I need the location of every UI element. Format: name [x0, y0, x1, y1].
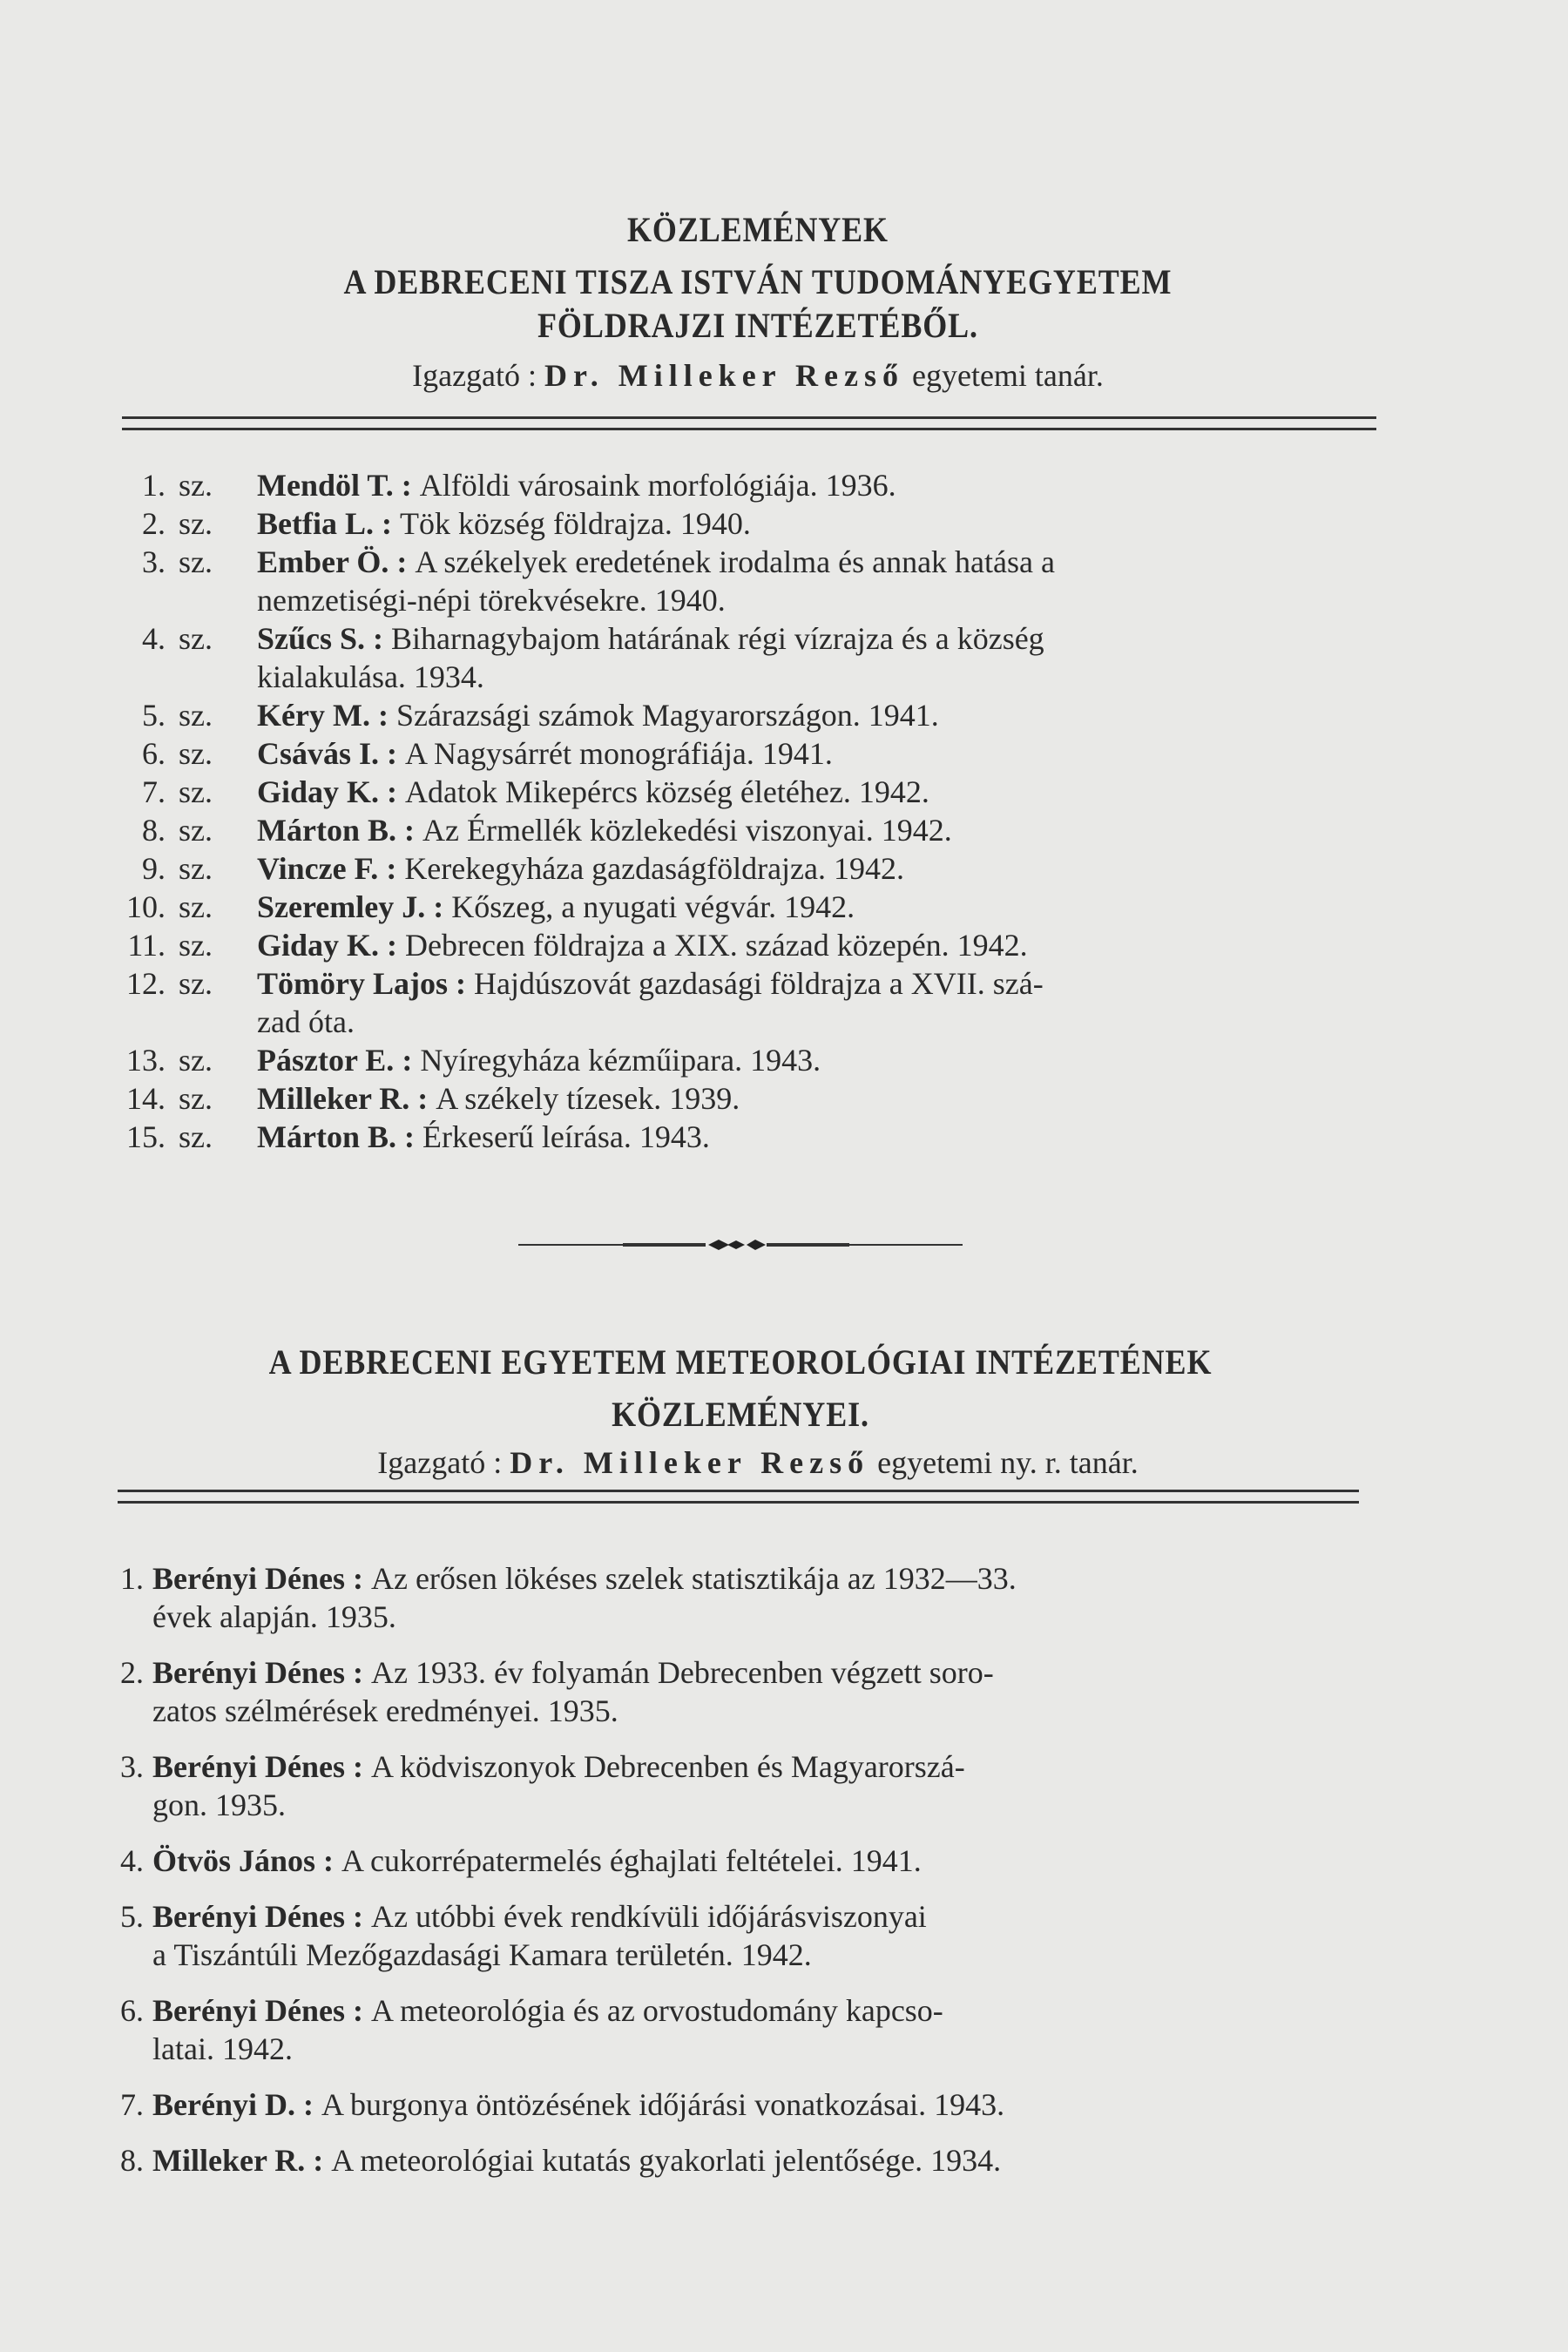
list-item: 3. sz. Ember Ö. : A székelyek eredetének irodalma és annak hatása a nemzetiségi-népi törekvésekre. 1940.	[96, 543, 1385, 619]
item-number: 3.	[142, 544, 166, 579]
item-title: A cukorrépatermelés éghajlati feltételei. 1941.	[341, 1843, 922, 1878]
item-title-continued: gon. 1935.	[152, 1788, 286, 1822]
item-title: A meteorológiai kutatás gyakorlati jelentősége. 1934.	[331, 2143, 1002, 2178]
list-item: 1. sz. Mendöl T. : Alföldi városaink morfológiája. 1936.	[96, 466, 1385, 504]
item-title: Tök község földrajza. 1940.	[399, 506, 751, 541]
item-sz: sz.	[179, 966, 213, 1001]
item-number: 5.	[142, 698, 166, 733]
list-item: 4. Ötvös János : A cukorrépatermelés éghajlati feltételei. 1941.	[96, 1842, 1359, 1880]
item-author: Márton B.	[257, 813, 396, 848]
list-item: 7. Berényi D. : A burgonya öntözésének időjárási vonatkozásai. 1943.	[96, 2085, 1359, 2124]
item-title: A ködviszonyok Debrecenben és Magyarorszá-	[370, 1749, 965, 1784]
item-author: Berényi Dénes	[152, 1561, 345, 1596]
item-title: A székelyek eredetének irodalma és annak hatása a	[415, 544, 1055, 579]
item-sz: sz.	[179, 813, 213, 848]
section2-publication-list	[96, 1559, 1359, 2197]
section1-heading-line3: FÖLDRAJZI INTÉZETÉBŐL.	[537, 306, 978, 345]
director-suffix: egyetemi ny. r. tanár.	[877, 1445, 1139, 1480]
item-author: Milleker R.	[257, 1081, 410, 1116]
item-title: Kőszeg, a nyugati végvár. 1942.	[451, 889, 855, 924]
list-item: 5. sz. Kéry M. : Szárazsági számok Magyarországon. 1941.	[96, 696, 1385, 734]
item-author: Szűcs S.	[257, 621, 366, 656]
item-number: 2.	[120, 1655, 144, 1690]
item-number: 12.	[126, 966, 166, 1001]
item-sz: sz.	[179, 774, 213, 809]
item-title: Az Érmellék közlekedési viszonyai. 1942.	[422, 813, 952, 848]
item-number: 7.	[120, 2087, 144, 2122]
item-title: Debrecen földrajza a XIX. század közepén. 1942.	[405, 928, 1028, 963]
item-title: Adatok Mikepércs község életéhez. 1942.	[405, 774, 929, 809]
item-number: 4.	[142, 621, 166, 656]
director-name: Dr. Milleker Rezső	[544, 358, 904, 393]
item-title: Az erősen lökéses szelek statisztikája az 1932—33.	[370, 1561, 1017, 1596]
item-sz: sz.	[179, 1081, 213, 1116]
item-number: 15.	[126, 1119, 166, 1154]
item-number: 2.	[142, 506, 166, 541]
item-author: Berényi Dénes	[152, 1749, 345, 1784]
list-item: 12. sz. Tömöry Lajos : Hajdúszovát gazdasági földrajza a XVII. szá- zad óta.	[96, 964, 1385, 1041]
item-title: A meteorológia és az orvostudomány kapcso-	[370, 1993, 943, 2028]
item-sz: sz.	[179, 1119, 213, 1154]
list-item: 3. Berényi Dénes : A ködviszonyok Debrecenben és Magyarorszá- gon. 1935.	[96, 1747, 1359, 1824]
list-item: 7. sz. Giday K. : Adatok Mikepércs község életéhez. 1942.	[96, 773, 1385, 811]
item-title: Az 1933. év folyamán Debrecenben végzett soro-	[370, 1655, 994, 1690]
item-sz: sz.	[179, 468, 213, 503]
item-author: Milleker R.	[152, 2143, 306, 2178]
item-title: A Nagysárrét monográfiája. 1941.	[405, 736, 833, 771]
item-author: Giday K.	[257, 928, 380, 963]
item-author: Vincze F.	[257, 851, 379, 886]
item-sz: sz.	[179, 736, 213, 771]
list-item: 9. sz. Vincze F. : Kerekegyháza gazdaságföldrajza. 1942.	[96, 849, 1385, 888]
list-item: 10. sz. Szeremley J. : Kőszeg, a nyugati végvár. 1942.	[96, 888, 1385, 926]
item-sz: sz.	[179, 621, 213, 656]
item-title-continued: évek alapján. 1935.	[152, 1599, 396, 1634]
item-author: Tömöry Lajos	[257, 966, 448, 1001]
list-item: 4. sz. Szűcs S. : Biharnagybajom határának régi vízrajza és a község kialakulása. 1934.	[96, 619, 1385, 696]
item-author: Berényi Dénes	[152, 1655, 345, 1690]
item-number: 6.	[120, 1993, 144, 2028]
item-author: Betfia L.	[257, 506, 374, 541]
item-number: 9.	[142, 851, 166, 886]
item-number: 1.	[120, 1561, 144, 1596]
list-item: 2. sz. Betfia L. : Tök község földrajza. 1940.	[96, 504, 1385, 543]
item-sz: sz.	[179, 928, 213, 963]
item-number: 8.	[120, 2143, 144, 2178]
item-title: Szárazsági számok Magyarországon. 1941.	[395, 698, 939, 733]
item-number: 10.	[126, 889, 166, 924]
item-sz: sz.	[179, 889, 213, 924]
item-title: Nyíregyháza kézműipara. 1943.	[420, 1043, 821, 1078]
item-author: Mendöl T.	[257, 468, 394, 503]
item-author: Pásztor E.	[257, 1043, 395, 1078]
item-title: Kerekegyháza gazdaságföldrajza. 1942.	[404, 851, 905, 886]
item-title: Biharnagybajom határának régi vízrajza és a község	[391, 621, 1044, 656]
list-item: 8. sz. Márton B. : Az Érmellék közlekedési viszonyai. 1942.	[96, 811, 1385, 849]
item-author: Csávás I.	[257, 736, 380, 771]
list-item: 8. Milleker R. : A meteorológiai kutatás gyakorlati jelentősége. 1934.	[96, 2141, 1359, 2180]
item-author: Ötvös János	[152, 1843, 316, 1878]
item-number: 11.	[127, 928, 166, 963]
item-number: 7.	[142, 774, 166, 809]
list-item: 1. Berényi Dénes : Az erősen lökéses szelek statisztikája az 1932—33. évek alapján. 1935.	[96, 1559, 1359, 1636]
item-author: Márton B.	[257, 1119, 396, 1154]
section1-publication-list	[96, 466, 1385, 1156]
item-title-continued: latai. 1942.	[152, 2031, 293, 2066]
list-item: 5. Berényi Dénes : Az utóbbi évek rendkívüli időjárásviszonyai a Tiszántúli Mezőgazdasági Kamara területén. 1942.	[96, 1897, 1359, 1974]
section1-heading-line1: KÖZLEMÉNYEK	[627, 210, 889, 249]
item-number: 6.	[142, 736, 166, 771]
item-author: Ember Ö.	[257, 544, 389, 579]
item-title: Érkeserű leírása. 1943.	[422, 1119, 710, 1154]
director-prefix: Igazgató :	[412, 358, 537, 393]
item-title-continued: kialakulása. 1934.	[257, 659, 484, 694]
item-title: A székely tízesek. 1939.	[436, 1081, 740, 1116]
section1-heading-line2: A DEBRECENI TISZA ISTVÁN TUDOMÁNYEGYETEM	[343, 262, 1173, 301]
list-item: 2. Berényi Dénes : Az 1933. év folyamán Debrecenben végzett soro- zatos szélmérések eredményei. 1935.	[96, 1653, 1359, 1730]
item-title: A burgonya öntözésének időjárási vonatkozásai. 1943.	[321, 2087, 1005, 2122]
item-title-continued: nemzetiségi-népi törekvésekre. 1940.	[257, 583, 726, 618]
item-number: 13.	[126, 1043, 166, 1078]
list-item: 11. sz. Giday K. : Debrecen földrajza a XIX. század közepén. 1942.	[96, 926, 1385, 964]
item-title: Az utóbbi évek rendkívüli időjárásviszonyai	[370, 1899, 927, 1934]
item-author: Berényi Dénes	[152, 1899, 345, 1934]
item-author: Berényi D.	[152, 2087, 295, 2122]
director-prefix: Igazgató :	[377, 1445, 503, 1480]
item-number: 8.	[142, 813, 166, 848]
list-item: 6. sz. Csávás I. : A Nagysárrét monográfiája. 1941.	[96, 734, 1385, 773]
section2-director	[131, 1444, 1385, 1481]
item-sz: sz.	[179, 506, 213, 541]
item-author: Giday K.	[257, 774, 380, 809]
section2-divider	[118, 1490, 1359, 1504]
section2-heading-line1: A DEBRECENI EGYETEM METEOROLÓGIAI INTÉZETÉNEK	[268, 1342, 1213, 1382]
item-sz: sz.	[179, 1043, 213, 1078]
item-author: Szeremley J.	[257, 889, 426, 924]
item-sz: sz.	[179, 698, 213, 733]
item-author: Berényi Dénes	[152, 1993, 345, 2028]
item-title-continued: zatos szélmérések eredményei. 1935.	[152, 1693, 618, 1728]
item-title: Hajdúszovát gazdasági földrajza a XVII. szá-	[474, 966, 1044, 1001]
item-number: 5.	[120, 1899, 144, 1934]
item-number: 4.	[120, 1843, 144, 1878]
item-author: Kéry M.	[257, 698, 370, 733]
list-item: 15. sz. Márton B. : Érkeserű leírása. 1943.	[96, 1118, 1385, 1156]
director-name: Dr. Milleker Rezső	[510, 1445, 870, 1480]
list-item: 14. sz. Milleker R. : A székely tízesek. 1939.	[96, 1079, 1385, 1118]
item-sz: sz.	[179, 544, 213, 579]
section1-director	[131, 357, 1385, 394]
director-suffix: egyetemi tanár.	[911, 358, 1104, 393]
section2-heading-line2: KÖZLEMÉNYEI.	[612, 1395, 869, 1434]
section1-divider	[122, 416, 1376, 430]
item-title: Alföldi városaink morfológiája. 1936.	[419, 468, 896, 503]
list-item: 6. Berényi Dénes : A meteorológia és az orvostudomány kapcso- latai. 1942.	[96, 1991, 1359, 2068]
list-item: 13. sz. Pásztor E. : Nyíregyháza kézműipara. 1943.	[96, 1041, 1385, 1079]
item-number: 1.	[142, 468, 166, 503]
item-sz: sz.	[179, 851, 213, 886]
item-number: 14.	[126, 1081, 166, 1116]
item-number: 3.	[120, 1749, 144, 1784]
item-title-continued: a Tiszántúli Mezőgazdasági Kamara területén. 1942.	[152, 1937, 812, 1972]
item-title-continued: zad óta.	[257, 1004, 355, 1039]
ornament-divider	[518, 1239, 963, 1251]
